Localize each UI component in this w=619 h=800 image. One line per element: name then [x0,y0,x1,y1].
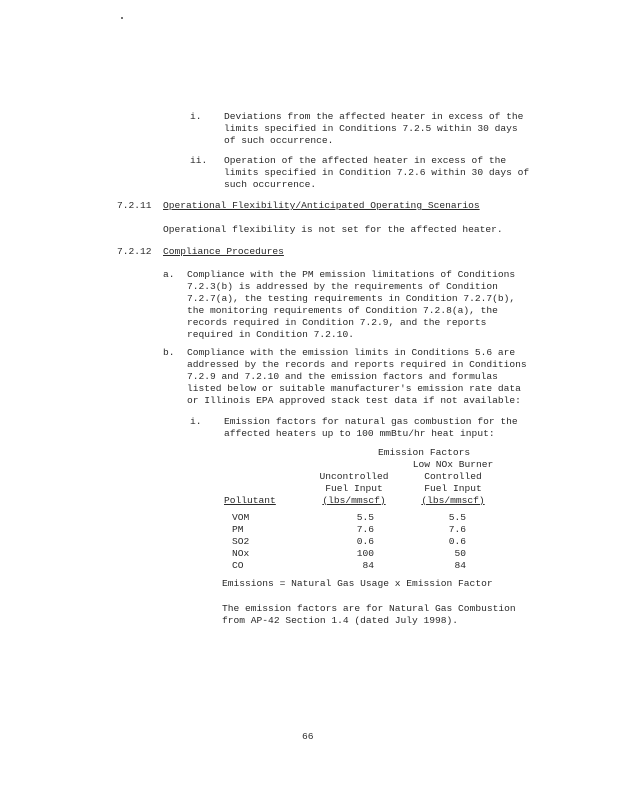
item-a-label: a. [163,269,175,280]
text-line: Compliance with the emission limits in Conditions 5.6 are [187,347,516,358]
text-line: Operation of the affected heater in excess of the [224,155,507,166]
item-b-label: b. [163,347,175,358]
scan-speck [121,17,123,19]
table-cell-pollutant: SO2 [232,536,250,547]
table-cell-controlled: 0.6 [448,536,466,547]
header-line: Controlled [424,471,482,482]
text-line: Compliance with the PM emission limitations of Conditions [187,269,516,280]
text-line: 7.2.3(b) is addressed by the requirements of Condition [187,281,498,292]
item-ii-text [224,155,529,191]
sub-item-i-label: i. [190,416,202,427]
footnote [222,603,516,627]
pollutant-column [232,512,292,572]
uncontrolled-column [324,512,374,572]
text-line: required in Condition 7.2.10. [187,329,354,340]
section-text-7211: Operational flexibility is not set for the affected heater. [163,224,503,235]
item-b-text [187,347,527,407]
header-line: (lbs/mmscf) [322,495,386,506]
table-cell-pollutant: PM [232,524,244,535]
header-line: Uncontrolled [319,471,389,482]
table-cell-uncontrolled: 0.6 [356,536,374,547]
header-line: Fuel Input [424,483,482,494]
text-line: of such occurrence. [224,135,334,146]
item-i-label: i. [190,111,202,122]
table-cell-controlled: 50 [454,548,466,559]
page-number: 66 [302,731,314,742]
emissions-formula: Emissions = Natural Gas Usage x Emission Factor [222,578,493,589]
table-cell-controlled: 5.5 [448,512,466,523]
item-ii-label: ii. [190,155,208,166]
text-line: or Illinois EPA approved stack test data if not available: [187,395,521,406]
text-line: Emission factors for natural gas combustion for the [224,416,518,427]
item-i-text [224,111,523,147]
text-line: such occurrence. [224,179,317,190]
section-number-7212: 7.2.12 [117,246,152,257]
header-line: (lbs/mmscf) [421,495,485,506]
table-cell-uncontrolled: 5.5 [356,512,374,523]
table-cell-uncontrolled: 84 [362,560,374,571]
table-cell-uncontrolled: 7.6 [356,524,374,535]
text-line: limits specified in Condition 7.2.6 within 30 days of [224,167,530,178]
text-line: the monitoring requirements of Condition 7.2.8(a), the [187,305,498,316]
sub-item-i-text [224,416,518,440]
text-line: Deviations from the affected heater in excess of the [224,111,524,122]
table-cell-pollutant: NOx [232,548,250,559]
text-line: 7.2.7(a), the testing requirements in Condition 7.2.7(b), [187,293,516,304]
col-pollutant-header: Pollutant [224,495,276,506]
text-line: The emission factors are for Natural Gas Combustion [222,603,516,614]
text-line: from AP-42 Section 1.4 (dated July 1998). [222,615,459,626]
col-controlled-header [407,459,499,507]
col-uncontrolled-header [308,471,400,507]
item-a-text [187,269,515,341]
table-group-header: Emission Factors [378,447,471,458]
section-heading-7212: Compliance Procedures [163,246,284,257]
table-cell-uncontrolled: 100 [356,548,374,559]
header-line: Low NOx Burner [412,459,494,470]
text-line: limits specified in Conditions 7.2.5 within 30 days [224,123,518,134]
section-heading-7211: Operational Flexibility/Anticipated Operating Scenarios [163,200,480,211]
text-line: records required in Condition 7.2.9, and the reports [187,317,487,328]
section-number-7211: 7.2.11 [117,200,152,211]
table-cell-pollutant: VOM [232,512,250,523]
text-line: listed below or suitable manufacturer's emission rate data [187,383,521,394]
header-line: Fuel Input [325,483,383,494]
table-cell-pollutant: CO [232,560,244,571]
text-line: addressed by the records and reports required in Conditions [187,359,527,370]
table-cell-controlled: 84 [454,560,466,571]
controlled-column [416,512,466,572]
text-line: affected heaters up to 100 mmBtu/hr heat input: [224,428,495,439]
table-cell-controlled: 7.6 [448,524,466,535]
text-line: 7.2.9 and 7.2.10 and the emission factors and formulas [187,371,498,382]
